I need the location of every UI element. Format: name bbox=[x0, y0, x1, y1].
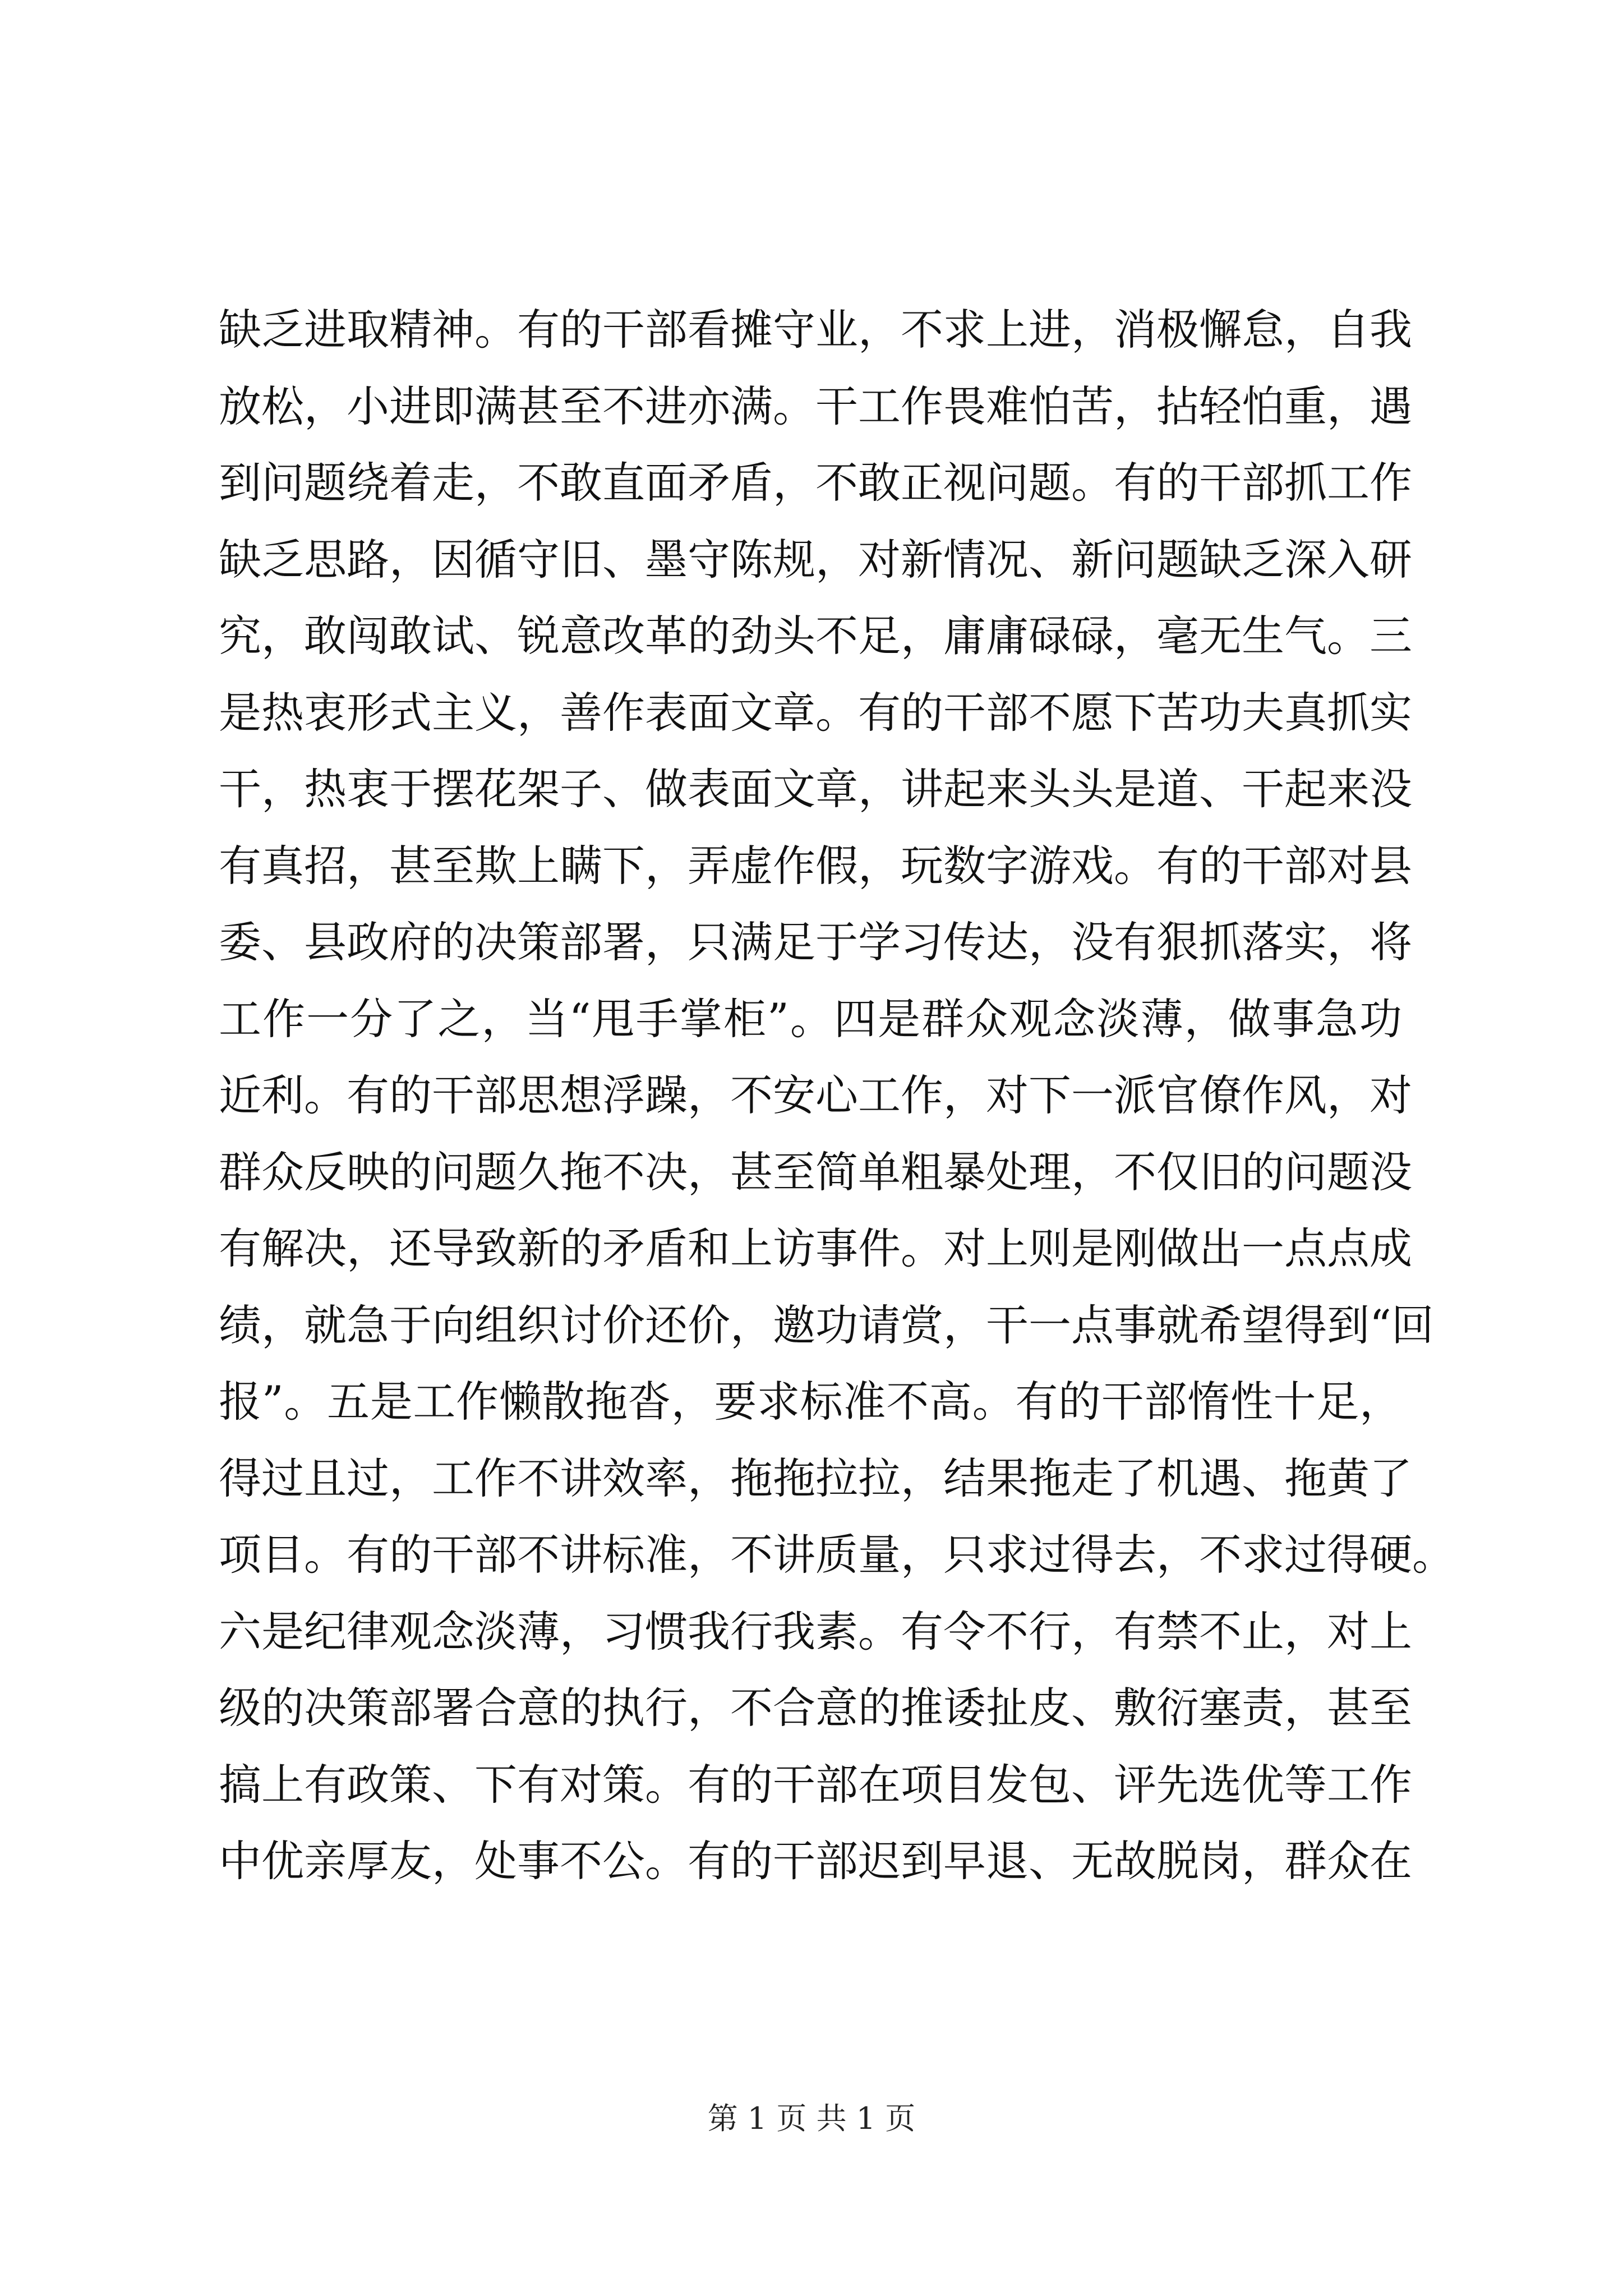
text-line: 级的决策部署合意的执行，不合意的推诿扯皮、敷衍塞责，甚至 bbox=[219, 1683, 1412, 1733]
text-line: 绩，就急于向组织讨价还价，邀功请赏，干一点事就希望得到“回 bbox=[219, 1300, 1434, 1350]
text-line: 得过且过，工作不讲效率，拖拖拉拉，结果拖走了机遇、拖黄了 bbox=[219, 1453, 1412, 1503]
text-line: 干，热衷于摆花架子、做表面文章，讲起来头头是道、干起来没 bbox=[219, 764, 1412, 814]
text-line: 缺乏思路，因循守旧、墨守陈规，对新情况、新问题缺乏深入研 bbox=[219, 534, 1412, 585]
text-line: 有解决，还导致新的矛盾和上访事件。对上则是刚做出一点点成 bbox=[219, 1223, 1412, 1273]
text-line: 工作一分了之，当“甩手掌柜”。四是群众观念淡薄，做事急功 bbox=[219, 993, 1402, 1044]
text-line: 群众反映的问题久拖不决，甚至简单粗暴处理，不仅旧的问题没 bbox=[219, 1147, 1412, 1197]
text-line: 有真招，甚至欺上瞒下，弄虚作假，玩数字游戏。有的干部对县 bbox=[219, 840, 1412, 891]
page-number-label: 第 1 页 共 1 页 bbox=[707, 2101, 916, 2136]
text-line: 项目。有的干部不讲标准，不讲质量，只求过得去，不求过得硬。 bbox=[219, 1530, 1455, 1580]
text-line: 放松，小进即满甚至不进亦满。干工作畏难怕苦，拈轻怕重，遇 bbox=[219, 381, 1412, 431]
text-line: 究，敢闯敢试、锐意改革的劲头不足，庸庸碌碌，毫无生气。三 bbox=[219, 611, 1412, 661]
text-line: 搞上有政策、下有对策。有的干部在项目发包、评先选优等工作 bbox=[219, 1759, 1412, 1810]
page-footer bbox=[0, 2099, 1623, 2138]
text-line: 缺乏进取精神。有的干部看摊守业，不求上进，消极懈怠，自我 bbox=[219, 305, 1412, 355]
text-line: 六是纪律观念淡薄，习惯我行我素。有令不行，有禁不止，对上 bbox=[219, 1606, 1412, 1657]
text-line: 中优亲厚友，处事不公。有的干部迟到早退、无故脱岗，群众在 bbox=[219, 1836, 1412, 1886]
text-line: 近利。有的干部思想浮躁，不安心工作，对下一派官僚作风，对 bbox=[219, 1070, 1412, 1120]
text-line: 是热衷形式主义，善作表面文章。有的干部不愿下苦功夫真抓实 bbox=[219, 687, 1412, 738]
text-line: 到问题绕着走，不敢直面矛盾，不敢正视问题。有的干部抓工作 bbox=[219, 458, 1412, 508]
text-line: 委、县政府的决策部署，只满足于学习传达，没有狠抓落实，将 bbox=[219, 917, 1412, 967]
document-body bbox=[219, 292, 1455, 1900]
text-line: 报”。五是工作懒散拖沓，要求标准不高。有的干部惰性十足， bbox=[219, 1377, 1402, 1427]
